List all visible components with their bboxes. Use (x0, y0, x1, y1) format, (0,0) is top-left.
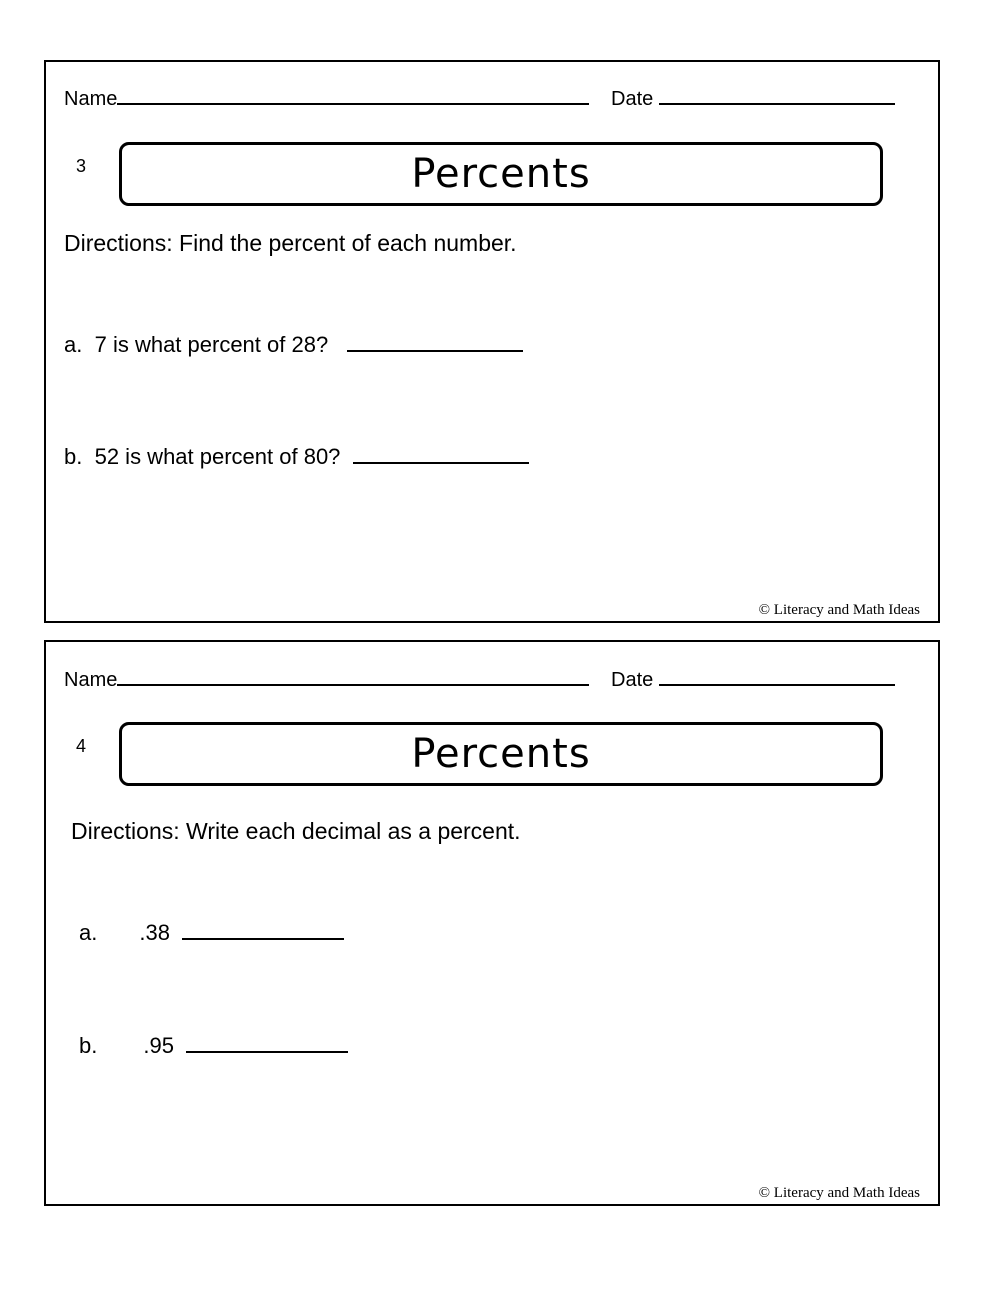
question-b: b. 52 is what percent of 80? (64, 444, 529, 470)
answer-blank-a[interactable] (182, 938, 344, 940)
directions: Directions: Find the percent of each number. (64, 230, 517, 256)
worksheet-card-3 (44, 60, 940, 623)
answer-blank-b[interactable] (353, 462, 529, 464)
date-label: Date (611, 669, 654, 691)
date-field[interactable] (611, 669, 895, 692)
answer-blank-b[interactable] (186, 1051, 348, 1053)
date-label: Date (611, 88, 654, 110)
card-number: 4 (76, 736, 87, 756)
name-field[interactable] (64, 88, 589, 111)
card-title: Percents (119, 722, 883, 786)
question-a: a. .38 (79, 920, 344, 946)
card-number: 3 (76, 156, 87, 176)
answer-blank-a[interactable] (347, 350, 523, 352)
question-a: a. 7 is what percent of 28? (64, 332, 523, 358)
copyright: © Literacy and Math Ideas (758, 602, 920, 618)
name-field[interactable] (64, 669, 589, 692)
name-label: Name (64, 88, 118, 110)
question-b: b. .95 (79, 1033, 348, 1059)
directions: Directions: Write each decimal as a percent. (71, 818, 521, 844)
date-field[interactable] (611, 88, 895, 111)
name-label: Name (64, 669, 118, 691)
copyright: © Literacy and Math Ideas (758, 1185, 920, 1201)
card-title: Percents (119, 142, 883, 206)
worksheet-card-4 (44, 640, 940, 1206)
